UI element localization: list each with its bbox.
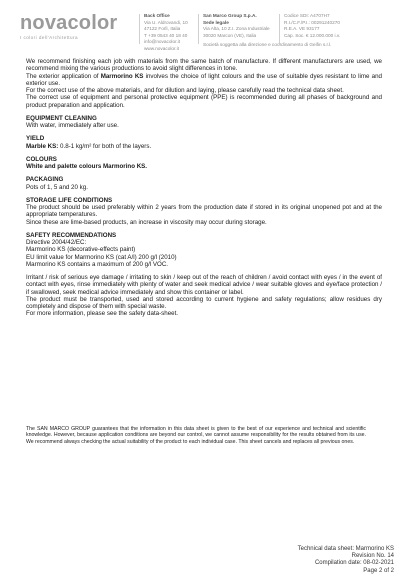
section-title: SAFETY RECOMMENDATIONS [26, 231, 117, 239]
intro-paragraph: We recommend finishing each job with materials from the same batch of manufacture. If different manufacturers are used, we recommend mixing the various productions to avoid slight differences in tone. [26, 58, 382, 73]
section-title: EQUIPMENT CLEANING [26, 114, 97, 122]
section-title: STORAGE LIFE CONDITIONS [26, 196, 113, 204]
section-yield [26, 135, 382, 150]
back-office-email: info@novacolor.it [144, 39, 181, 45]
section-title: PACKAGING [26, 176, 64, 184]
intro-paragraph: For the correct use of the above materials, and for dilution and laying, please carefully read the technical data sheet. [26, 87, 344, 94]
section-packaging [26, 176, 382, 191]
back-office-website: www.novacolor.it [144, 45, 179, 51]
section-text [26, 163, 382, 170]
section-safety [26, 232, 382, 318]
code-line: R.E.A. VE 93177 [284, 26, 320, 32]
back-office-address [144, 13, 188, 53]
footer-date: Compilation date: 08-02-2021 [314, 560, 394, 567]
safety-paragraph: For more information, please see the safety data-sheet. [26, 310, 179, 318]
section-text: Pots of 1, 5 and 20 kg. [26, 183, 88, 191]
logo-wordmark: novacolor [20, 12, 118, 34]
intro-paragraph: The exterior application of Marmorino KS involves the choice of light colours and the use of suitable dyes resistant to lime and exterior use. [26, 72, 382, 87]
code-line: Cap. Soc. € 12.000.000 i.v. [284, 32, 341, 38]
section-text: The product should be used preferably within 2 years from the production date if stored in its original unopened pot and at the appropriate temperatures. [26, 204, 382, 219]
group-line: Via Alta, 10 Z.I. Zona Industriale [203, 26, 270, 32]
page-footer [298, 546, 394, 575]
code-line: R.I./C.F./P.I.: 00291240270 [284, 19, 340, 25]
header-divider [198, 14, 199, 44]
safety-line: Directive 2004/42/EC: [26, 239, 87, 246]
section-text: With water, immediately after use. [26, 122, 119, 129]
back-office-line: Via U. Aldrovandi, 10 [144, 19, 188, 25]
disclaimer: The SAN MARCO GROUP guarantees that the information in this data sheet is given to the best of our experience and technical and scientific knowledge. However, because application conditions are beyond our control, we cannot assume responsibility for the results obtained from its use. We recommend always checking the actual suitability of the product to each individual case. This sheet cancels and replaces all previous ones. [26, 426, 366, 445]
back-office-line: 47122 Forlì, Italia [144, 26, 181, 32]
code-line: Codice SDI: A4707H7 [284, 13, 330, 18]
footer-revision: Revision No. 14 [351, 553, 394, 560]
yield-value: 0.8-1 kg/m² for both of the layers. [58, 142, 152, 150]
safety-line: EU limit value for Marmorino KS (cat A/l) 200 g/l (2010) [26, 253, 177, 261]
back-office-phone: T +39 0543 40 18 40 [144, 32, 188, 38]
group-subtitle: Sede legale [203, 19, 229, 25]
brand-logo [20, 13, 117, 40]
header-divider [279, 14, 280, 44]
section-colours [26, 156, 382, 171]
section-title: COLOURS [26, 155, 57, 163]
section-text: Since these are lime-based products, an increase in viscosity may occur during storage. [26, 218, 267, 226]
letterhead [0, 0, 416, 52]
header-divider [139, 14, 140, 44]
logo-tagline: I colori dell'Architettura [20, 35, 79, 40]
section-text [26, 143, 382, 150]
safety-line: Marmorino KS (decorative-effects paint) [26, 246, 136, 254]
section-storage [26, 197, 382, 226]
intro-paragraph: The correct use of equipment and personal protective equipment (PPE) is recommended during all phases of background and product preparation and application. [26, 94, 382, 109]
footer-sheet-title: Technical data sheet: Marmorino KS [297, 546, 394, 552]
company-note: Società soggetta alla direzione e coordinamento di Geifin s.r.l. [203, 42, 332, 47]
document-body [26, 58, 382, 318]
group-address [203, 13, 270, 39]
group-title: San Marco Group S.p.A. [203, 13, 257, 18]
section-equipment-cleaning [26, 115, 382, 130]
safety-paragraph: Irritant / risk of serious eye damage / irritating to skin / keep out of the reach of children / avoid contact with eyes / in the event of contact with eyes, rinse immediately with plenty of water and seek medical advice / wear suitable gloves and eye/face protection / if swallowed, seek medical advice immediately and show this container or label. [26, 274, 382, 296]
section-title: YIELD [26, 135, 45, 143]
yield-label: Marble KS: [26, 142, 59, 150]
back-office-title: Back Office [144, 13, 170, 18]
safety-line: Marmorino KS contains a maximum of 200 g/l VOC. [26, 260, 169, 268]
safety-paragraph: The product must be transported, used and stored according to current hygiene and safety regulations; allow residues dry completely and dispose of them with special waste. [26, 295, 382, 310]
company-codes [284, 13, 340, 39]
group-line: 30020 Marcon (VE), Italia [203, 32, 257, 38]
footer-page-number: Page 2 of 2 [363, 567, 394, 574]
colours-text: White and palette colours Marmorino KS. [26, 163, 148, 170]
